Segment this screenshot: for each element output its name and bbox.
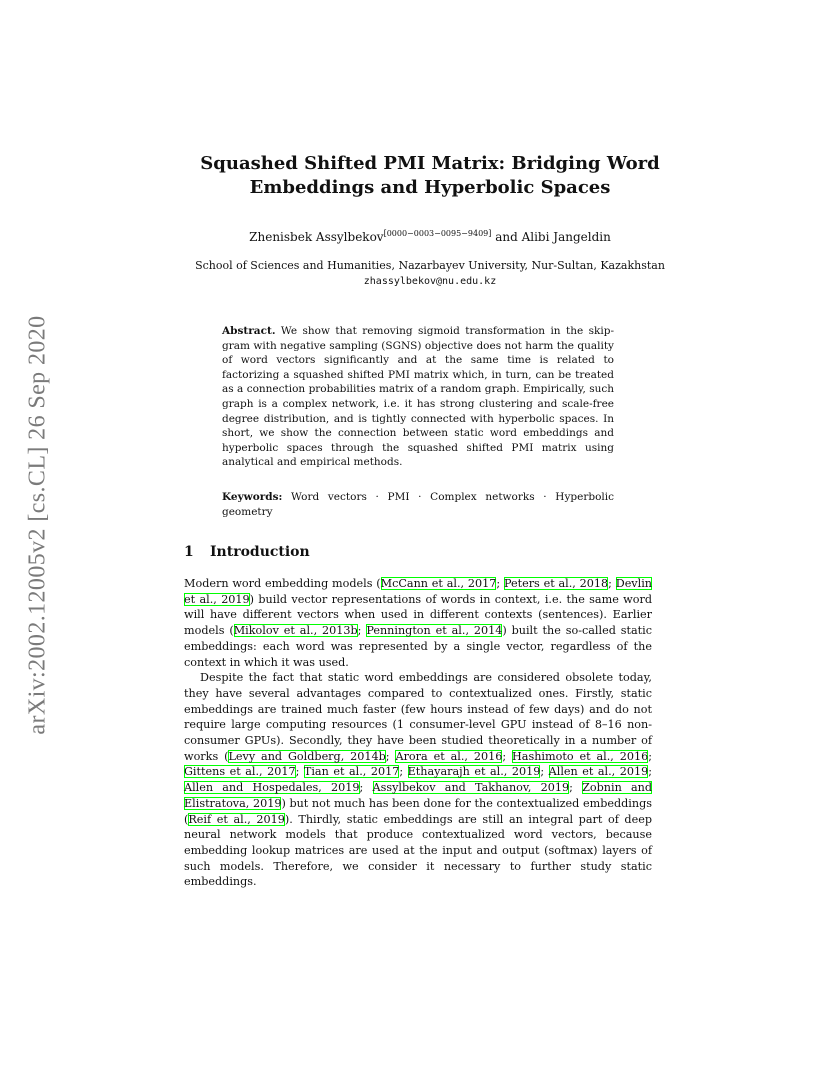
citation-link[interactable]: Gittens et al., 2017 bbox=[184, 765, 296, 779]
citation-separator: ; bbox=[540, 765, 549, 779]
citation-separator: ; bbox=[648, 765, 653, 779]
citation-link[interactable]: Allen et al., 2019 bbox=[548, 765, 649, 779]
citation-separator: ; bbox=[569, 781, 583, 795]
arxiv-identifier-stamp bbox=[20, 290, 56, 760]
citation-link[interactable]: Devlin et al., 2019 bbox=[184, 577, 652, 606]
keywords bbox=[222, 490, 614, 519]
author-affiliation: School of Sciences and Humanities, Nazarbayev University, Nur-Sultan, Kazakhstan bbox=[195, 259, 665, 272]
citation-link[interactable]: McCann et al., 2017 bbox=[380, 577, 497, 590]
citation-link[interactable]: Ethayarajh et al., 2019 bbox=[407, 765, 541, 779]
paragraph-text: Modern word embedding models ( bbox=[184, 577, 381, 590]
keywords-text: Word vectors · PMI · Complex networks · Hyperbolic geometry bbox=[222, 491, 614, 518]
paper-title-line-2: Embeddings and Hyperbolic Spaces bbox=[249, 177, 611, 198]
citation-link[interactable]: Pennington et al., 2014 bbox=[366, 624, 503, 638]
citation-link[interactable]: Levy and Goldberg, 2014b bbox=[228, 749, 386, 763]
introduction-paragraph-1 bbox=[184, 576, 652, 670]
citation-link[interactable]: Mikolov et al., 2013b bbox=[233, 624, 358, 638]
citation-separator: ; bbox=[496, 577, 504, 590]
paragraph-text: ). Thirdly, static embeddings are still an integral part of deep neural network models that produce contextualized word vectors, because embedding lookup matrices are used at the input and output (softmax) layers of such models. Therefore, we consider it necessary to further study static embeddings. bbox=[184, 812, 652, 889]
citation-link[interactable]: Peters et al., 2018 bbox=[503, 577, 609, 590]
citation-separator: ; bbox=[399, 765, 408, 779]
citation-link[interactable]: Tian et al., 2017 bbox=[303, 765, 400, 779]
citation-link[interactable]: Allen and Hospedales, 2019 bbox=[184, 781, 360, 795]
citation-link[interactable]: Arora et al., 2016 bbox=[395, 749, 503, 763]
author-name-1: Zhenisbek Assylbekov bbox=[249, 230, 384, 244]
citation-separator: ; bbox=[295, 765, 304, 779]
paper-title-line-1: Squashed Shifted PMI Matrix: Bridging Word bbox=[200, 153, 660, 174]
paragraph-text: Despite the fact that static word embeddings are considered obsolete today, they have several advantages compared to contextualized ones. Firstly, static embeddings are trained much faster (few hours instead of few days) and do not require large computing resources (1 consumer-level GPU instead of 8–16 non-consumer GPUs). Secondly, they have been studied theoretically in a number of works ( bbox=[184, 671, 652, 763]
citation-link[interactable]: Zobnin and Elistratova, 2019 bbox=[184, 781, 653, 810]
paragraph-text: ) build vector representations of words in context, i.e. the same word will have different vectors when used in different contexts (sentences). Earlier models ( bbox=[184, 592, 653, 638]
introduction-paragraph-2 bbox=[184, 670, 652, 890]
paragraph-text: ) built the so-called static embeddings: each word was represented by a single vector, regardless of the context in which it was used. bbox=[184, 624, 652, 669]
citation-link[interactable]: Assylbekov and Takhanov, 2019 bbox=[372, 781, 570, 795]
author-email: zhassylbekov@nu.edu.kz bbox=[363, 276, 497, 287]
author-orcid: [0000−0003−0095−9409] bbox=[383, 229, 492, 238]
paper-title bbox=[140, 152, 720, 200]
citation-separator: ; bbox=[502, 749, 513, 763]
citation-separator: ; bbox=[385, 749, 396, 763]
abstract-label: Abstract. bbox=[222, 325, 276, 337]
section-title: Introduction bbox=[210, 544, 310, 560]
section-number: 1 bbox=[184, 544, 194, 560]
introduction-body bbox=[184, 576, 652, 890]
arxiv-identifier-text: arXiv:2002.12005v2 [cs.CL] 26 Sep 2020 bbox=[24, 315, 51, 735]
citation-separator: ; bbox=[648, 749, 653, 763]
author-name-2: Alibi Jangeldin bbox=[521, 230, 611, 244]
citation-link[interactable]: Hashimoto et al., 2016 bbox=[512, 749, 649, 763]
citation-separator: ; bbox=[359, 781, 373, 795]
citation-link[interactable]: Reif et al., 2019 bbox=[188, 812, 285, 826]
citation-separator: ; bbox=[357, 624, 367, 638]
abstract-text: We show that removing sigmoid transformation in the skip-gram with negative sampling (SGNS) objective does not harm the quality of word vectors significantly and at the same time is related to factorizing a squashed shifted PMI matrix which, in turn, can be treated as a connection probabilities matrix of a random graph. Empirically, such graph is a complex network, i.e. it has strong clustering and scale-free degree distribution, and is tightly connected with hyperbolic spaces. In short, we show the connection between static word embeddings and hyperbolic spaces through the squashed shifted PMI matrix using analytical and empirical methods. bbox=[222, 325, 614, 469]
author-list bbox=[150, 229, 710, 244]
keywords-label: Keywords: bbox=[222, 491, 283, 503]
section-heading-introduction bbox=[184, 544, 310, 560]
citation-separator: ; bbox=[608, 577, 616, 590]
abstract bbox=[222, 324, 614, 470]
author-conjunction: and bbox=[491, 230, 522, 244]
paragraph-text: ) but not much has been done for the contextualized embeddings ( bbox=[184, 796, 652, 826]
